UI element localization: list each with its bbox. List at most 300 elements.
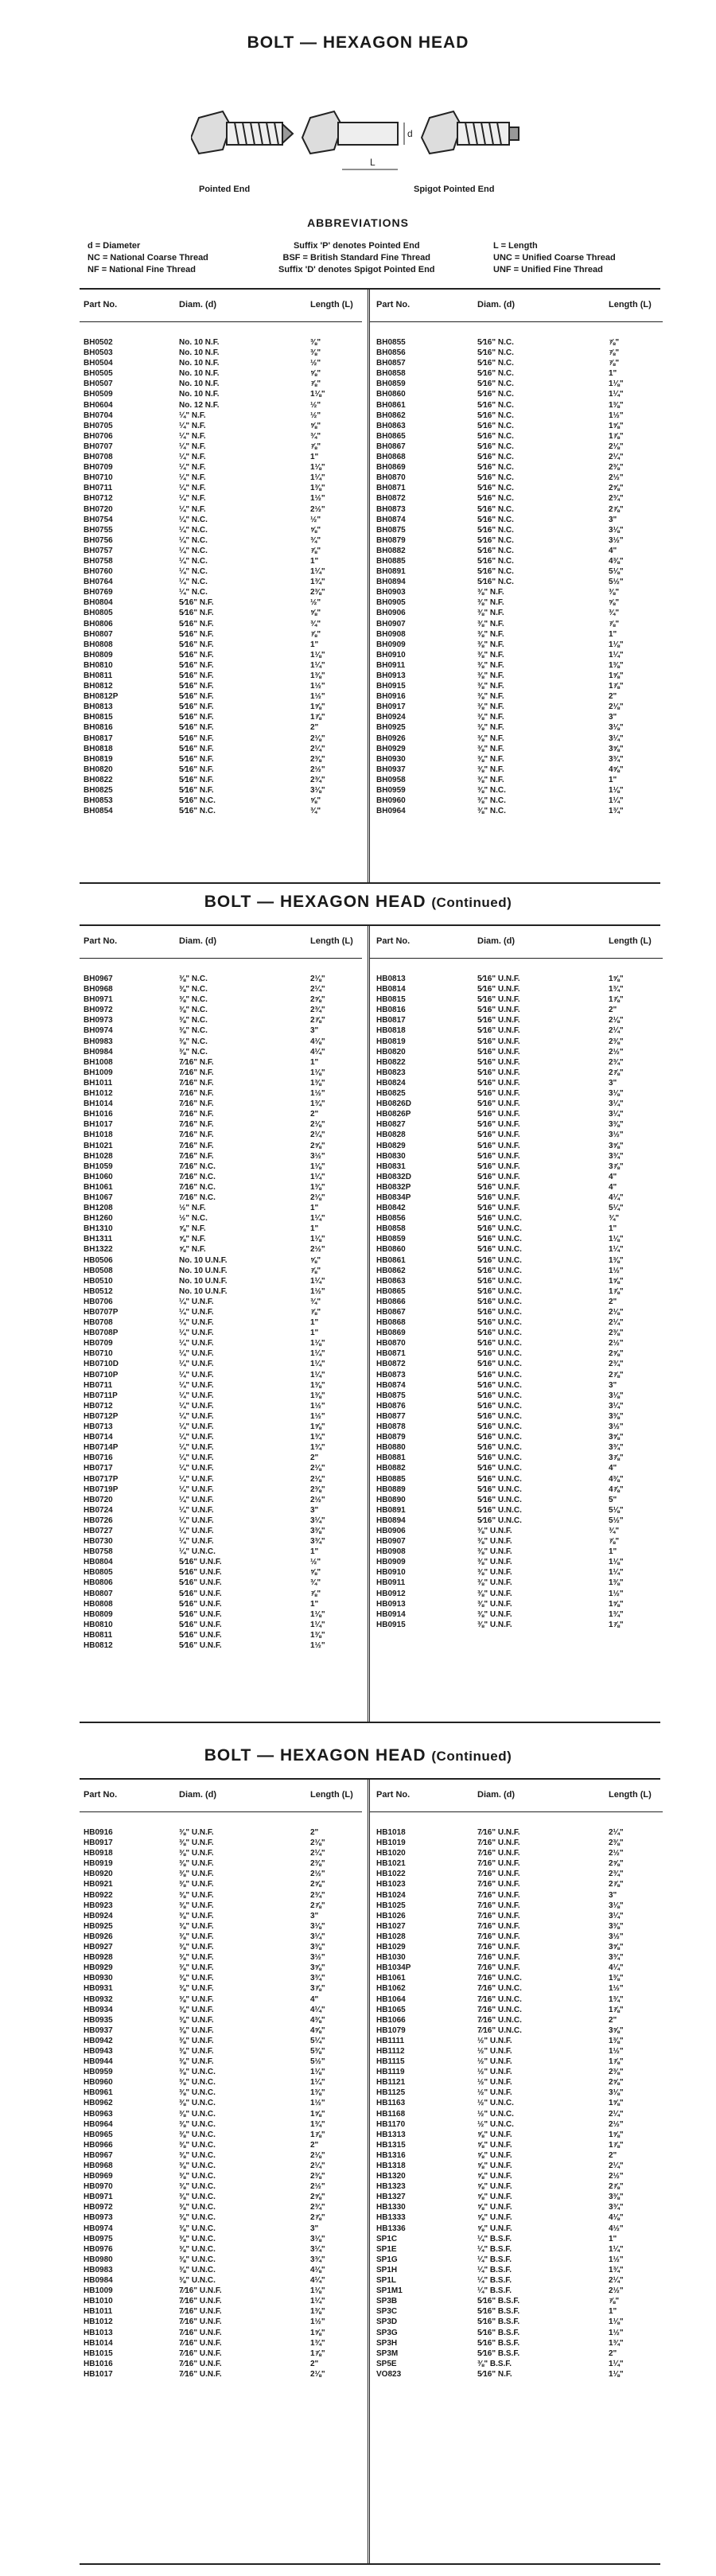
length: 3½" bbox=[310, 1151, 325, 1161]
diameter: ⅜" U.N.F. bbox=[477, 1589, 512, 1598]
part-number: BH0971 bbox=[84, 995, 113, 1005]
part-number: HB0818 bbox=[376, 1026, 406, 1036]
diameter: 5⁄16" U.N.C. bbox=[477, 1214, 522, 1224]
part-number: HB0960 bbox=[84, 2078, 113, 2088]
table-row bbox=[80, 1879, 362, 1889]
length: 2⅞" bbox=[609, 1068, 624, 1077]
table-row bbox=[370, 368, 663, 379]
part-number: BH0711 bbox=[84, 484, 113, 493]
table-row bbox=[370, 1942, 663, 1952]
table-row bbox=[370, 1589, 663, 1599]
table-row bbox=[370, 493, 663, 504]
part-number: HB0917 bbox=[84, 1839, 113, 1848]
table-row bbox=[370, 535, 663, 546]
part-number: HB0707P bbox=[84, 1308, 119, 1317]
diameter: 5⁄16" U.N.C. bbox=[477, 1453, 522, 1463]
diameter: 5⁄16" U.N.F. bbox=[477, 1182, 520, 1192]
table-row bbox=[80, 1599, 362, 1609]
length: 1⅝" bbox=[609, 671, 624, 680]
part-number: BH0915 bbox=[376, 682, 406, 691]
diameter: 5⁄16" U.N.C. bbox=[477, 1339, 522, 1348]
table-row bbox=[370, 1141, 663, 1151]
length: 1¾" bbox=[609, 985, 624, 994]
table-row bbox=[370, 681, 663, 691]
table-row bbox=[80, 1640, 362, 1651]
length: 5¼" bbox=[609, 1204, 624, 1213]
length: 2⅞" bbox=[609, 504, 624, 514]
table-row bbox=[80, 1359, 362, 1369]
part-number: HB0906 bbox=[376, 1526, 406, 1535]
table-row bbox=[80, 1266, 362, 1276]
part-number: HB0944 bbox=[84, 2057, 113, 2067]
table-row bbox=[370, 702, 663, 712]
diameter: ¼" U.N.F. bbox=[179, 1474, 214, 1484]
part-number: HB0972 bbox=[84, 2203, 113, 2212]
table-header bbox=[370, 290, 663, 322]
table-row bbox=[80, 806, 362, 816]
length: ½" bbox=[310, 411, 321, 420]
length: 1⅝" bbox=[609, 2130, 624, 2139]
length: 2¾" bbox=[609, 494, 624, 504]
length: 2⅛" bbox=[310, 1474, 325, 1484]
table-row bbox=[370, 2265, 663, 2275]
table-row bbox=[80, 1516, 362, 1526]
length: 1¼" bbox=[310, 1370, 325, 1379]
diameter: 5⁄16" U.N.C. bbox=[477, 1370, 522, 1379]
length: 1¼" bbox=[310, 473, 325, 483]
diameter: 7⁄16" U.N.C. bbox=[477, 2005, 522, 2014]
length: ¾" bbox=[310, 619, 321, 628]
part-number: BH0860 bbox=[376, 390, 406, 399]
diameter: ½" N.F. bbox=[179, 1204, 206, 1213]
table-row bbox=[80, 712, 362, 722]
diameter: 7⁄16" U.N.F. bbox=[477, 1943, 520, 1952]
length: 1½" bbox=[609, 2255, 624, 2264]
diameter: ⅜" U.N.C. bbox=[179, 2182, 216, 2192]
diameter: ¼" U.N.F. bbox=[179, 1349, 214, 1359]
table-row bbox=[370, 2234, 663, 2244]
diameter: 5⁄16" U.N.C. bbox=[477, 1329, 522, 1338]
diameter: 5⁄16" U.N.C. bbox=[477, 1391, 522, 1400]
length: 1" bbox=[310, 556, 319, 566]
length: ½" bbox=[310, 359, 321, 368]
diameter: ⅜" U.N.F. bbox=[477, 1537, 512, 1547]
diameter: 5⁄16" U.N.F. bbox=[477, 1089, 520, 1099]
length: 1⅛" bbox=[310, 650, 325, 660]
length: 3⅝" bbox=[609, 1433, 624, 1442]
table-column-left bbox=[80, 290, 362, 882]
table-row bbox=[370, 1858, 663, 1869]
table-row bbox=[370, 2119, 663, 2130]
part-number: HB1168 bbox=[376, 2109, 406, 2119]
part-number: BH0760 bbox=[84, 567, 113, 577]
page-title bbox=[0, 33, 716, 53]
table-header bbox=[80, 926, 362, 959]
part-number: HB1015 bbox=[84, 2348, 113, 2358]
table-row bbox=[370, 1234, 663, 1244]
diameter: ⅜" N.F. bbox=[477, 629, 504, 639]
table-row bbox=[80, 2296, 362, 2306]
part-number: BH1311 bbox=[84, 1235, 113, 1244]
length: 1⅛" bbox=[310, 1609, 325, 1619]
part-number: BH1028 bbox=[84, 1151, 113, 1161]
part-number: BH0856 bbox=[376, 348, 406, 358]
length: 1½" bbox=[310, 1089, 325, 1099]
table-row bbox=[370, 733, 663, 744]
length: 1½" bbox=[609, 1984, 624, 1994]
table-row bbox=[370, 473, 663, 483]
diameter: ⅜" U.N.F. bbox=[179, 1859, 214, 1869]
table-row bbox=[370, 806, 663, 816]
part-number: HB0714P bbox=[84, 1443, 119, 1453]
table-header bbox=[80, 1780, 362, 1812]
table-row bbox=[370, 640, 663, 650]
part-number: VO823 bbox=[376, 2369, 402, 2379]
table-row bbox=[370, 2286, 663, 2296]
header-diameter: Diam. (d) bbox=[477, 300, 516, 309]
length: 1⅛" bbox=[609, 379, 624, 389]
table-row bbox=[370, 1620, 663, 1630]
length: 2½" bbox=[609, 1339, 624, 1348]
table-row bbox=[370, 1307, 663, 1317]
part-number: HB0713 bbox=[84, 1422, 113, 1432]
diameter: ¼" N.F. bbox=[179, 442, 206, 451]
part-number: BH0815 bbox=[84, 713, 113, 722]
part-number: HB0907 bbox=[376, 1537, 406, 1547]
diameter: ⅜" U.N.F. bbox=[179, 1828, 214, 1837]
table-row bbox=[80, 2265, 362, 2275]
table-row bbox=[370, 1485, 663, 1495]
table-row bbox=[80, 1983, 362, 1994]
table-row bbox=[370, 1037, 663, 1047]
diameter: 5⁄16" N.F. bbox=[179, 640, 214, 649]
table-row bbox=[80, 525, 362, 535]
table-row bbox=[370, 1952, 663, 1963]
length: 2½" bbox=[310, 765, 325, 774]
table-row bbox=[370, 2109, 663, 2119]
diameter: ⅜" U.N.C. bbox=[179, 2255, 216, 2264]
length: 1⅜" bbox=[310, 1078, 325, 1088]
diameter: 5⁄16" N.F. bbox=[179, 682, 214, 691]
length: ¾" bbox=[609, 609, 620, 618]
part-number: BH1014 bbox=[84, 1099, 113, 1109]
diameter: 7⁄16" N.C. bbox=[179, 1162, 216, 1171]
length: 5½" bbox=[310, 2057, 325, 2067]
table-row bbox=[370, 1442, 663, 1453]
length: 5¼" bbox=[310, 2036, 325, 2045]
table-row bbox=[80, 389, 362, 399]
length: 2¼" bbox=[310, 1849, 325, 1858]
length: 1⅛" bbox=[609, 2317, 624, 2327]
part-number: HB0825 bbox=[376, 1089, 406, 1099]
diameter: 5⁄16" N.C. bbox=[477, 494, 514, 504]
diameter: 7⁄16" N.F. bbox=[179, 1120, 214, 1130]
table-row bbox=[80, 1432, 362, 1442]
table-row bbox=[80, 1141, 362, 1151]
diameter: ⅜" U.N.C. bbox=[179, 2068, 216, 2077]
continued-label-2: (Continued) bbox=[431, 1749, 512, 1764]
length: 1⅝" bbox=[609, 975, 624, 983]
diameter: 5⁄16" U.N.F. bbox=[179, 1568, 222, 1578]
diameter: ⅜" N.C. bbox=[179, 985, 208, 994]
part-number: HB0805 bbox=[84, 1568, 113, 1578]
table-column-right bbox=[368, 1780, 663, 2563]
diameter: 5⁄16" N.F. bbox=[179, 723, 214, 733]
abbreviations-title: ABBREVIATIONS bbox=[307, 216, 409, 229]
diameter: 5⁄16" N.C. bbox=[179, 807, 216, 816]
diameter: ⅜" N.C. bbox=[477, 786, 506, 796]
diameter: ⅜" U.N.F. bbox=[179, 1890, 214, 1900]
part-number: HB0829 bbox=[376, 1141, 406, 1150]
part-number: BH0937 bbox=[376, 765, 406, 774]
diameter: 5⁄16" N.C. bbox=[477, 442, 514, 451]
table-row bbox=[370, 1348, 663, 1359]
part-number: HB0804 bbox=[84, 1558, 113, 1567]
length: 4¼" bbox=[310, 2005, 325, 2014]
table-row bbox=[80, 1099, 362, 1109]
diameter: 7⁄16" N.F. bbox=[179, 1099, 214, 1109]
part-number: HB0711 bbox=[84, 1380, 113, 1390]
table-row bbox=[80, 1848, 362, 1858]
table-row bbox=[370, 1244, 663, 1255]
table-row bbox=[80, 1130, 362, 1140]
table-rows bbox=[80, 337, 362, 816]
part-number: SP3M bbox=[376, 2348, 399, 2358]
length: 1⅞" bbox=[609, 2005, 624, 2014]
length: 1¼" bbox=[609, 650, 624, 660]
length: 4" bbox=[609, 1464, 617, 1473]
diameter: 5⁄16" N.F. bbox=[179, 650, 214, 660]
part-number: BH0720 bbox=[84, 504, 113, 514]
length: 1⅝" bbox=[310, 1422, 325, 1432]
part-number: BH1067 bbox=[84, 1193, 113, 1202]
part-number: BH0810 bbox=[84, 660, 113, 670]
part-number: HB1163 bbox=[376, 2099, 406, 2108]
part-number: HB0891 bbox=[376, 1505, 406, 1515]
part-number: BH0705 bbox=[84, 421, 113, 430]
part-number: BH0756 bbox=[84, 535, 113, 545]
length: 1⅛" bbox=[310, 1235, 325, 1244]
section-title-3-text: BOLT — HEXAGON HEAD bbox=[204, 1746, 426, 1765]
length: 1⅛" bbox=[310, 1162, 325, 1171]
table-row bbox=[370, 2088, 663, 2098]
table-row bbox=[80, 2150, 362, 2161]
diameter: ⅜" U.N.C. bbox=[179, 2140, 216, 2150]
table-row bbox=[80, 1286, 362, 1297]
length: 1½" bbox=[310, 692, 325, 702]
length: 1⅞" bbox=[609, 682, 624, 691]
diameter: 5⁄16" U.N.C. bbox=[477, 1443, 522, 1453]
diameter: ½" U.N.F. bbox=[477, 2068, 512, 2077]
part-number: BH0807 bbox=[84, 629, 113, 639]
diameter: ¼" U.N.F. bbox=[179, 1308, 214, 1317]
diameter: ⅜" N.F. bbox=[477, 650, 504, 660]
dimension-drawing bbox=[302, 111, 413, 169]
header-part-no: Part No. bbox=[84, 936, 118, 946]
table-row bbox=[80, 1037, 362, 1047]
diameter: 7⁄16" U.N.F. bbox=[477, 1859, 520, 1869]
part-number: HB1064 bbox=[376, 1994, 406, 2004]
length: 2¾" bbox=[310, 2203, 325, 2212]
diameter: 7⁄16" U.N.F. bbox=[179, 2369, 222, 2379]
length: ⅞" bbox=[609, 619, 620, 628]
length: ⅝" bbox=[310, 796, 321, 806]
part-number: BH0967 bbox=[84, 975, 113, 983]
table-row bbox=[370, 1151, 663, 1162]
table-row bbox=[370, 1609, 663, 1620]
length: 1⅜" bbox=[310, 2088, 325, 2098]
length: ½" bbox=[310, 515, 321, 524]
part-number: HB0971 bbox=[84, 2193, 113, 2202]
table-row bbox=[370, 785, 663, 796]
abbr-unc: UNC = Unified Coarse Thread bbox=[493, 253, 616, 263]
diameter: 5⁄16" U.N.C. bbox=[477, 1495, 522, 1504]
diameter: ¼" U.N.F. bbox=[179, 1516, 214, 1525]
table-row bbox=[370, 1932, 663, 1942]
diameter: 7⁄16" U.N.F. bbox=[477, 1963, 520, 1973]
part-number: BH0854 bbox=[84, 807, 113, 816]
part-number: HB0830 bbox=[376, 1151, 406, 1161]
length: 2" bbox=[310, 723, 319, 733]
table-row bbox=[370, 1422, 663, 1432]
length: 1¾" bbox=[310, 2338, 325, 2348]
table-row bbox=[80, 1838, 362, 1848]
length: ¾" bbox=[310, 807, 321, 816]
diameter: ⅜" U.N.C. bbox=[179, 2172, 216, 2181]
table-rows bbox=[80, 974, 362, 1651]
diameter: ¼" N.F. bbox=[179, 463, 206, 473]
diameter: 5⁄16" U.N.F. bbox=[477, 1026, 520, 1036]
table-row bbox=[370, 1901, 663, 1911]
diameter: 5⁄16" N.F. bbox=[179, 619, 214, 628]
length: 2⅝" bbox=[609, 484, 624, 493]
length: 1⅜" bbox=[609, 660, 624, 670]
table-row bbox=[370, 421, 663, 431]
diameter: 7⁄16" U.N.F. bbox=[477, 1901, 520, 1910]
part-number: HB0724 bbox=[84, 1505, 113, 1515]
part-number: BH1011 bbox=[84, 1078, 113, 1088]
diameter: ¼" U.N.F. bbox=[179, 1433, 214, 1442]
abbr-suffix-p: Suffix 'P' denotes Pointed End bbox=[293, 241, 420, 251]
table-row bbox=[80, 2098, 362, 2108]
part-number: HB1013 bbox=[84, 2328, 113, 2337]
table-row bbox=[370, 1297, 663, 1307]
length: 2½" bbox=[310, 2182, 325, 2192]
part-number: BH0926 bbox=[376, 733, 406, 743]
table-row bbox=[80, 2202, 362, 2212]
diameter: ⅝" U.N.F. bbox=[477, 2224, 512, 2233]
part-number: BH0811 bbox=[84, 671, 113, 680]
diameter: 5⁄16" U.N.C. bbox=[477, 1224, 522, 1234]
length: 4" bbox=[310, 1994, 319, 2004]
length: 1" bbox=[310, 640, 319, 649]
table-row bbox=[370, 1963, 663, 1973]
part-number: HB0908 bbox=[376, 1547, 406, 1557]
diameter: 7⁄16" U.N.F. bbox=[179, 2338, 222, 2348]
length: 1¾" bbox=[310, 1099, 325, 1109]
table-row bbox=[80, 765, 362, 775]
length: 1" bbox=[310, 1599, 319, 1609]
length: 1⅞" bbox=[609, 1286, 624, 1296]
diameter: ⅜" U.N.F. bbox=[477, 1609, 512, 1619]
length: 3¾" bbox=[609, 1953, 624, 1963]
table-row bbox=[80, 1244, 362, 1255]
table-row bbox=[370, 650, 663, 660]
length: ¾" bbox=[609, 1526, 620, 1535]
table-column-left bbox=[80, 1780, 362, 2563]
table-row bbox=[370, 2171, 663, 2181]
caption-pointed-end: Pointed End bbox=[199, 185, 251, 194]
part-number: HB0726 bbox=[84, 1516, 113, 1525]
table-row bbox=[370, 431, 663, 442]
part-number: HB0706 bbox=[84, 1297, 113, 1306]
diameter: 5⁄16" B.S.F. bbox=[477, 2307, 520, 2317]
diameter: No. 12 N.F. bbox=[179, 400, 220, 410]
length: 2⅜" bbox=[609, 1037, 624, 1046]
part-number: BH0858 bbox=[376, 369, 406, 379]
part-number: HB0508 bbox=[84, 1266, 113, 1275]
length: 1¼" bbox=[310, 1349, 325, 1359]
part-number: HB0808 bbox=[84, 1599, 113, 1609]
diameter: ⅜" U.N.F. bbox=[179, 1974, 214, 1983]
table-row bbox=[80, 2275, 362, 2286]
length: ¾" bbox=[310, 535, 321, 545]
diameter: ¼" B.S.F. bbox=[477, 2234, 512, 2243]
diameter: 5⁄16" U.N.C. bbox=[477, 1297, 522, 1306]
part-number: HB0983 bbox=[84, 2265, 113, 2274]
diameter: ⅝" U.N.F. bbox=[477, 2150, 512, 2160]
table-row bbox=[80, 1047, 362, 1057]
table-row bbox=[80, 452, 362, 462]
diameter: 5⁄16" U.N.F. bbox=[477, 985, 520, 994]
length: 3½" bbox=[609, 1932, 624, 1941]
length: 1¼" bbox=[310, 567, 325, 577]
part-number: BH0853 bbox=[84, 796, 113, 806]
table-row bbox=[80, 1932, 362, 1942]
table-row bbox=[80, 2015, 362, 2025]
length: 1" bbox=[310, 1329, 319, 1338]
diameter: 7⁄16" N.F. bbox=[179, 1151, 214, 1161]
part-number: SP3B bbox=[376, 2297, 398, 2306]
diameter: ⅜" U.N.C. bbox=[179, 2213, 216, 2223]
table-row bbox=[80, 1526, 362, 1536]
part-number: HB0910 bbox=[376, 1568, 406, 1578]
table-row bbox=[80, 660, 362, 671]
part-number: HB0826P bbox=[376, 1110, 411, 1119]
table-row bbox=[80, 411, 362, 421]
diameter: ½" N.C. bbox=[179, 1214, 208, 1224]
header-length: Length (L) bbox=[310, 1790, 353, 1800]
diameter: 5⁄16" N.F. bbox=[179, 765, 214, 774]
part-number: HB1330 bbox=[376, 2203, 406, 2212]
part-number: HB0817 bbox=[376, 1016, 406, 1025]
length: 3¼" bbox=[609, 1099, 624, 1109]
part-number: HB0873 bbox=[376, 1370, 406, 1379]
length: 1⅜" bbox=[609, 1255, 624, 1265]
table-row bbox=[370, 556, 663, 566]
diameter: ¼" N.C. bbox=[179, 567, 208, 577]
part-number: SP5E bbox=[376, 2359, 397, 2368]
length: ⅞" bbox=[310, 546, 321, 555]
table-row bbox=[370, 671, 663, 681]
length: 3⅛" bbox=[310, 2234, 325, 2243]
diameter: 5⁄16" B.S.F. bbox=[477, 2297, 520, 2306]
table-row bbox=[80, 2317, 362, 2327]
part-number: BH0917 bbox=[376, 702, 406, 712]
length: 1⅜" bbox=[310, 1391, 325, 1400]
length: 2⅜" bbox=[609, 1839, 624, 1848]
length: 3⅝" bbox=[609, 1943, 624, 1952]
